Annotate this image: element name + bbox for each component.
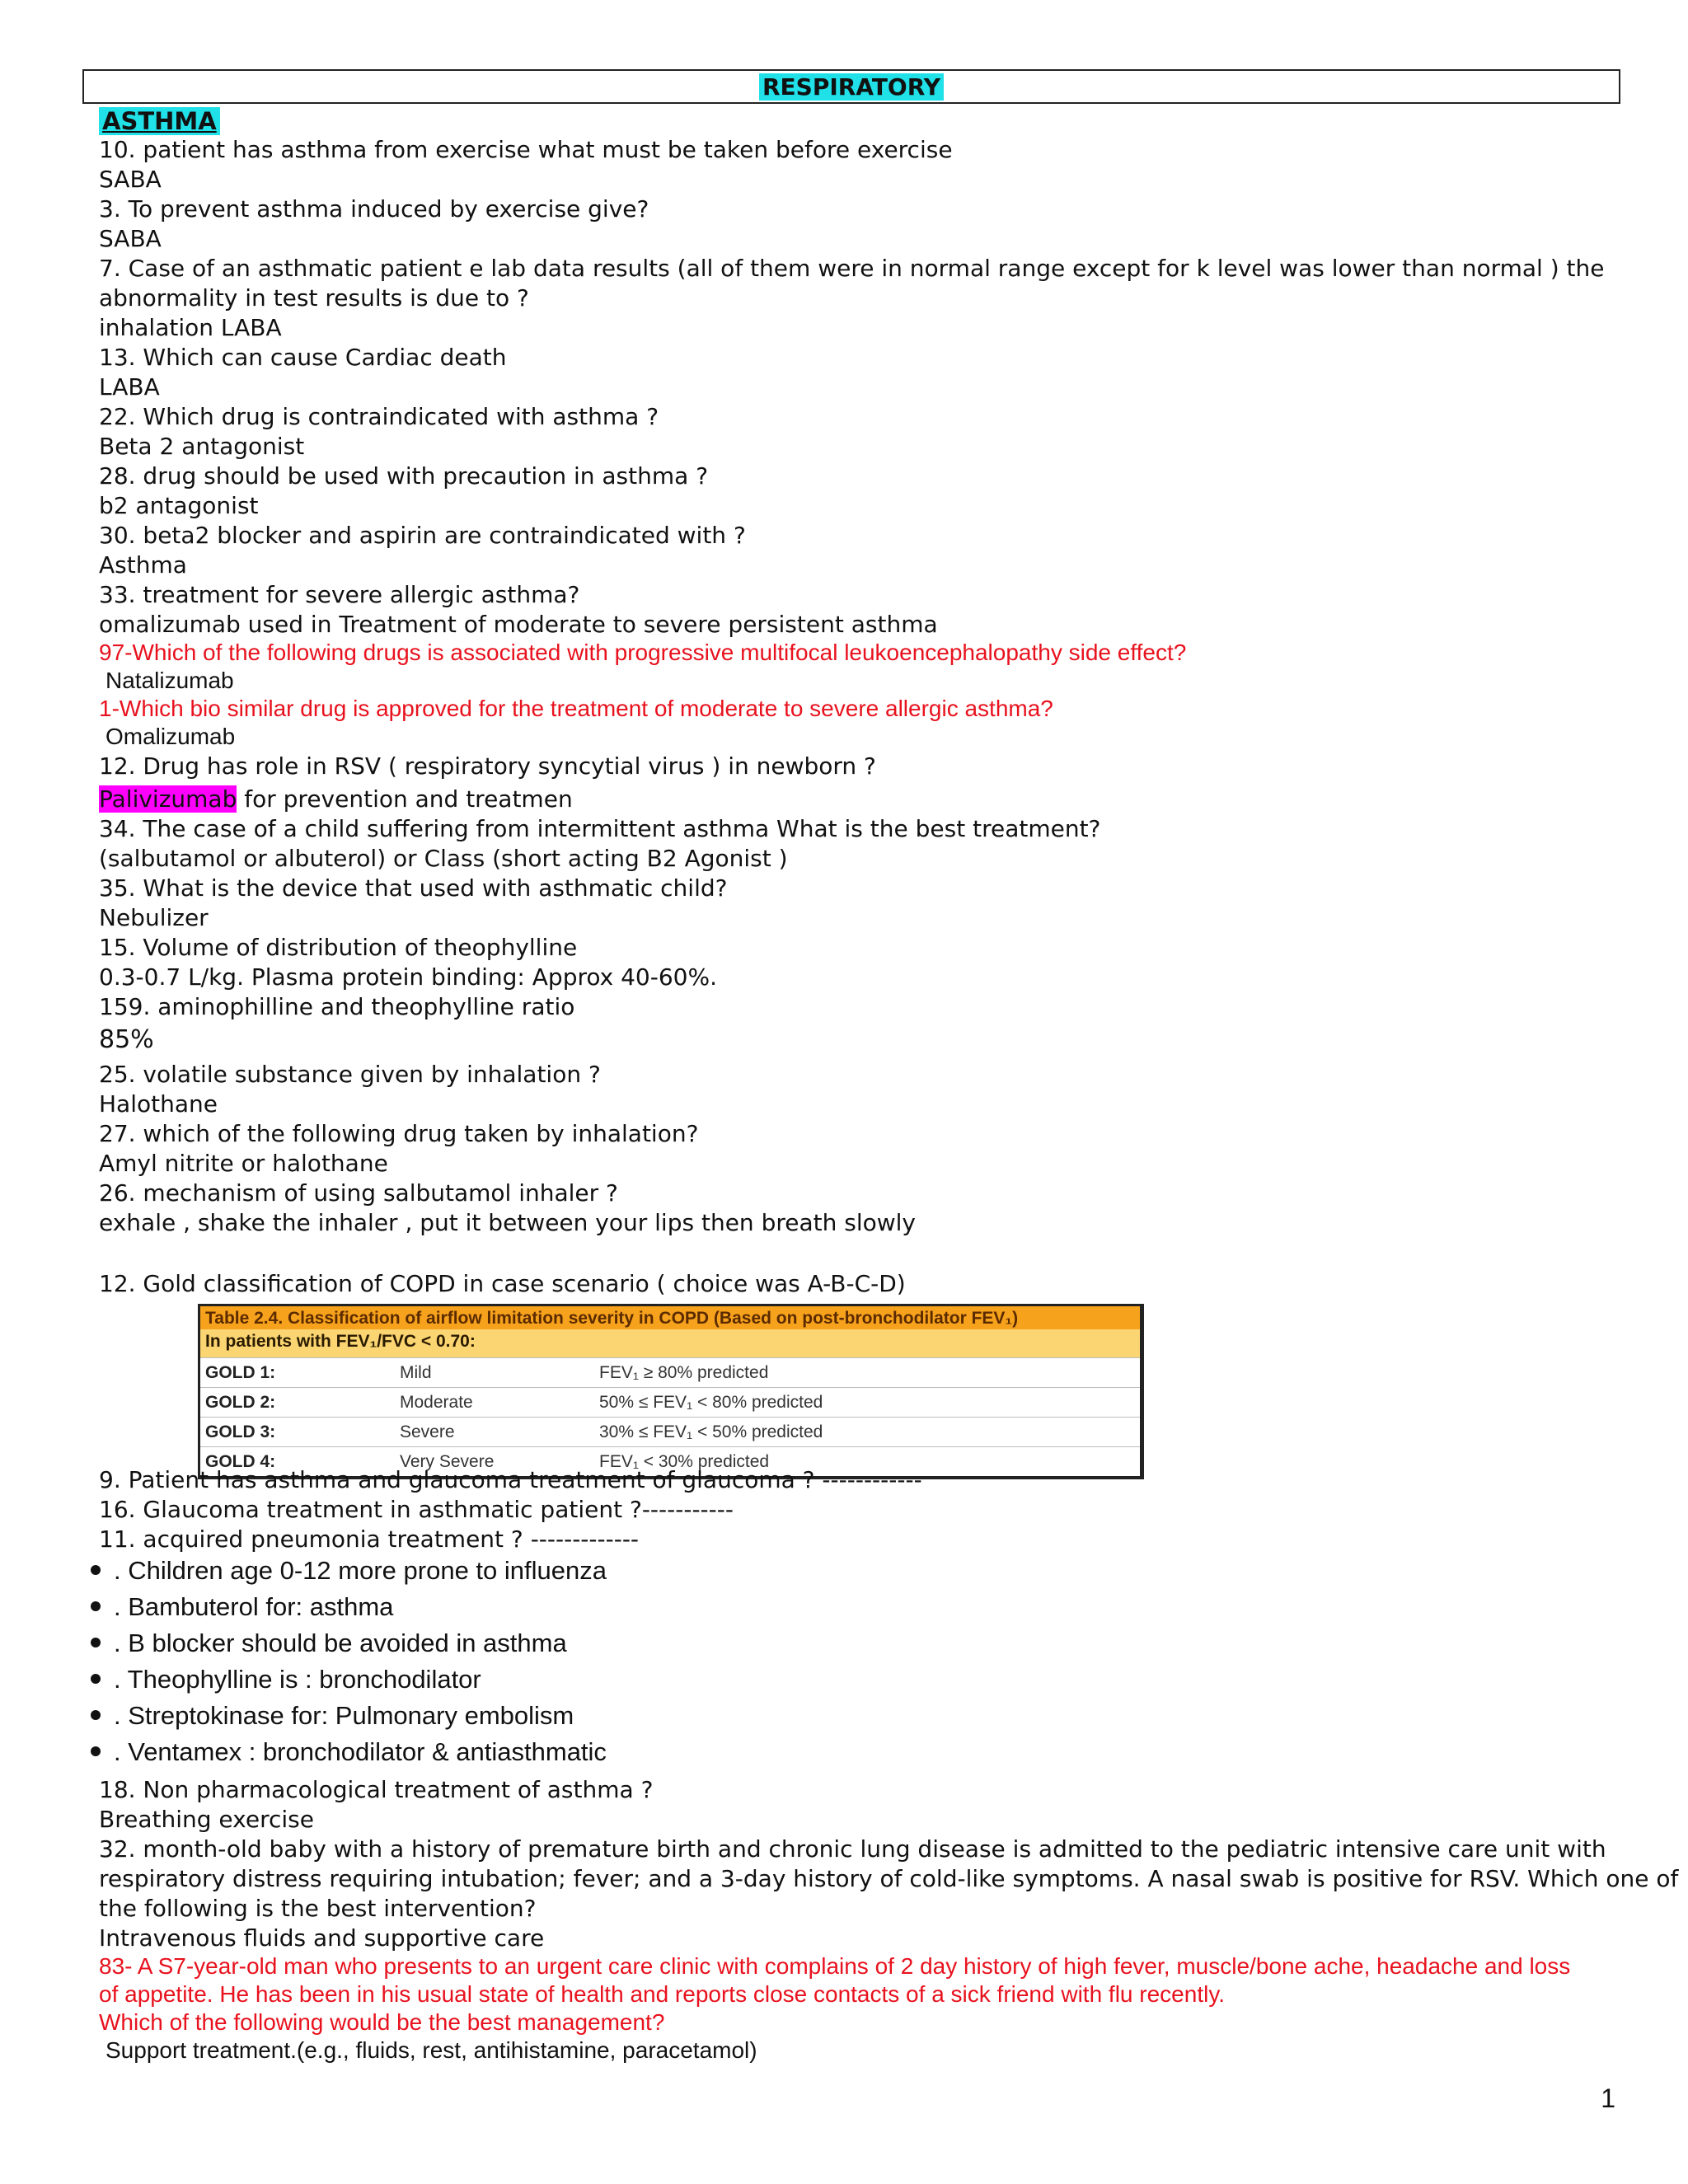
bullet-item: [91, 1737, 607, 1767]
answer-line: Nebulizer: [99, 904, 209, 931]
red-question-line: 1-Which bio similar drug is approved for the treatment of moderate to severe allergic asthma?: [99, 696, 1053, 721]
bullet-text: . Bambuterol for: asthma: [114, 1592, 394, 1621]
bullet-icon: [91, 1710, 101, 1720]
table-row: [200, 1387, 1140, 1417]
table-cell: GOLD 3:: [205, 1422, 276, 1441]
question-line: 27. which of the following drug taken by inhalation?: [99, 1120, 699, 1147]
table-cell: Moderate: [400, 1392, 473, 1412]
table-row: [200, 1357, 1140, 1387]
bullet-icon: [91, 1674, 101, 1684]
table-cell: 50% ≤ FEV₁ < 80% predicted: [599, 1392, 823, 1412]
table-cell: GOLD 1:: [205, 1362, 276, 1382]
question-line: 30. beta2 blocker and aspirin are contraindicated with ?: [99, 522, 746, 549]
table-cell: FEV₁ ≥ 80% predicted: [599, 1362, 769, 1382]
bullet-text: . B blocker should be avoided in asthma: [114, 1629, 567, 1657]
answer-line: (salbutamol or albuterol) or Class (short acting B2 Agonist ): [99, 845, 788, 872]
question-line: 18. Non pharmacological treatment of asthma ?: [99, 1776, 654, 1803]
question-line: 16. Glaucoma treatment in asthmatic patient ?-----------: [99, 1496, 734, 1523]
question-line: abnormality in test results is due to ?: [99, 284, 529, 312]
question-line: 12. Drug has role in RSV ( respiratory syncytial virus ) in newborn ?: [99, 752, 876, 780]
table-cell: Mild: [400, 1362, 432, 1382]
question-line: 13. Which can cause Cardiac death: [99, 344, 507, 371]
question-line: 34. The case of a child suffering from intermittent asthma What is the best treatment?: [99, 815, 1101, 842]
question-line: 3. To prevent asthma induced by exercise give?: [99, 195, 649, 223]
answer-line: b2 antagonist: [99, 492, 259, 519]
bullet-icon: [91, 1601, 101, 1611]
table-cell: Severe: [400, 1422, 455, 1441]
answer-line: Amyl nitrite or halothane: [99, 1150, 388, 1177]
question-line: 28. drug should be used with precaution in asthma ?: [99, 462, 709, 490]
section-heading: ASTHMA: [99, 107, 220, 135]
answer-line: [99, 785, 573, 814]
red-question-line: of appetite. He has been in his usual state of health and reports close contacts of a sick friend with flu recently.: [99, 1981, 1226, 2007]
header-box: [82, 69, 1620, 104]
red-question-line: 83- A S7-year-old man who presents to an urgent care clinic with complains of 2 day history of high fever, muscle/bone ache, headache and loss: [99, 1953, 1571, 1979]
question-line: 12. Gold classification of COPD in case scenario ( choice was A-B-C-D): [99, 1270, 906, 1297]
question-line: 9. Patient has asthma and glaucoma treatment of glaucoma ? ------------: [99, 1466, 922, 1493]
answer-line: omalizumab used in Treatment of moderate to severe persistent asthma: [99, 611, 938, 638]
bullet-icon: [91, 1565, 101, 1575]
answer-line: SABA: [99, 166, 162, 193]
page-number: 1: [1601, 2083, 1615, 2113]
table-cell: Very Severe: [400, 1451, 495, 1471]
answer-line: Breathing exercise: [99, 1806, 314, 1833]
answer-line: exhale , shake the inhaler , put it between your lips then breath slowly: [99, 1209, 916, 1236]
highlighted-drug: Palivizumab: [99, 785, 237, 813]
answer-line: Support treatment.(e.g., fluids, rest, antihistamine, paracetamol): [106, 2037, 757, 2063]
question-line: 26. mechanism of using salbutamol inhaler ?: [99, 1179, 618, 1207]
table-caption: Table 2.4. Classification of airflow limitation severity in COPD (Based on post-bronchodilator FEV₁): [200, 1306, 1140, 1329]
bullet-text: . Streptokinase for: Pulmonary embolism: [114, 1701, 574, 1730]
bullet-item: [91, 1701, 574, 1731]
answer-line: Halothane: [99, 1090, 218, 1118]
answer-line: Beta 2 antagonist: [99, 433, 305, 460]
answer-line: 85%: [99, 1025, 154, 1054]
bullet-item: [91, 1629, 567, 1658]
question-line: the following is the best intervention?: [99, 1895, 537, 1922]
table-cell: GOLD 4:: [205, 1451, 276, 1471]
bullet-text: . Ventamex : bronchodilator & antiasthmatic: [114, 1737, 607, 1766]
answer-line: Asthma: [99, 551, 187, 579]
bullet-text: . Theophylline is : bronchodilator: [114, 1665, 481, 1694]
question-line: 22. Which drug is contraindicated with asthma ?: [99, 403, 659, 430]
question-line: 10. patient has asthma from exercise what must be taken before exercise: [99, 136, 953, 163]
red-question-line: 97-Which of the following drugs is associated with progressive multifocal leukoencephalopathy side effect?: [99, 640, 1187, 665]
red-question-line: Which of the following would be the best management?: [99, 2009, 665, 2035]
bullet-text: . Children age 0-12 more prone to influenza: [114, 1556, 607, 1585]
table-cell: FEV₁ < 30% predicted: [599, 1451, 770, 1471]
bullet-item: [91, 1665, 481, 1694]
question-line: 25. volatile substance given by inhalation ?: [99, 1061, 601, 1088]
question-line: 11. acquired pneumonia treatment ? -------------: [99, 1526, 640, 1553]
question-line: 33. treatment for severe allergic asthma?: [99, 581, 580, 608]
answer-line: 0.3-0.7 L/kg. Plasma protein binding: Approx 40-60%.: [99, 963, 717, 991]
table-row: [200, 1417, 1140, 1446]
page-title: [84, 73, 1619, 101]
question-line: 159. aminophilline and theophylline ratio: [99, 993, 575, 1020]
question-line: 7. Case of an asthmatic patient e lab data results (all of them were in normal range except for k level was lower than normal ) the: [99, 255, 1605, 282]
question-line: respiratory distress requiring intubation; fever; and a 3-day history of cold-like symptoms. A nasal swab is positive for RSV. Which one of: [99, 1865, 1679, 1892]
bullet-item: [91, 1592, 393, 1622]
question-line: 32. month-old baby with a history of premature birth and chronic lung disease is admitted to the pediatric intensive care unit with: [99, 1835, 1606, 1863]
question-line: 15. Volume of distribution of theophylline: [99, 934, 578, 961]
table-cell: 30% ≤ FEV₁ < 50% predicted: [599, 1422, 823, 1441]
bullet-icon: [91, 1746, 101, 1756]
answer-line: LABA: [99, 373, 160, 401]
answer-line: inhalation LABA: [99, 314, 282, 341]
bullet-icon: [91, 1638, 101, 1647]
bullet-item: [91, 1556, 607, 1586]
answer-text: for prevention and treatmen: [237, 785, 573, 813]
question-line: 35. What is the device that used with asthmatic child?: [99, 874, 728, 902]
page-title-text: RESPIRATORY: [759, 73, 944, 101]
table-subheader: In patients with FEV₁/FVC < 0.70:: [200, 1329, 1140, 1357]
answer-line: Intravenous fluids and supportive care: [99, 1924, 545, 1952]
answer-line: Omalizumab: [106, 724, 236, 749]
answer-line: Natalizumab: [106, 668, 234, 693]
table-cell: GOLD 2:: [205, 1392, 276, 1412]
gold-classification-table: [198, 1304, 1144, 1479]
answer-line: SABA: [99, 225, 162, 252]
